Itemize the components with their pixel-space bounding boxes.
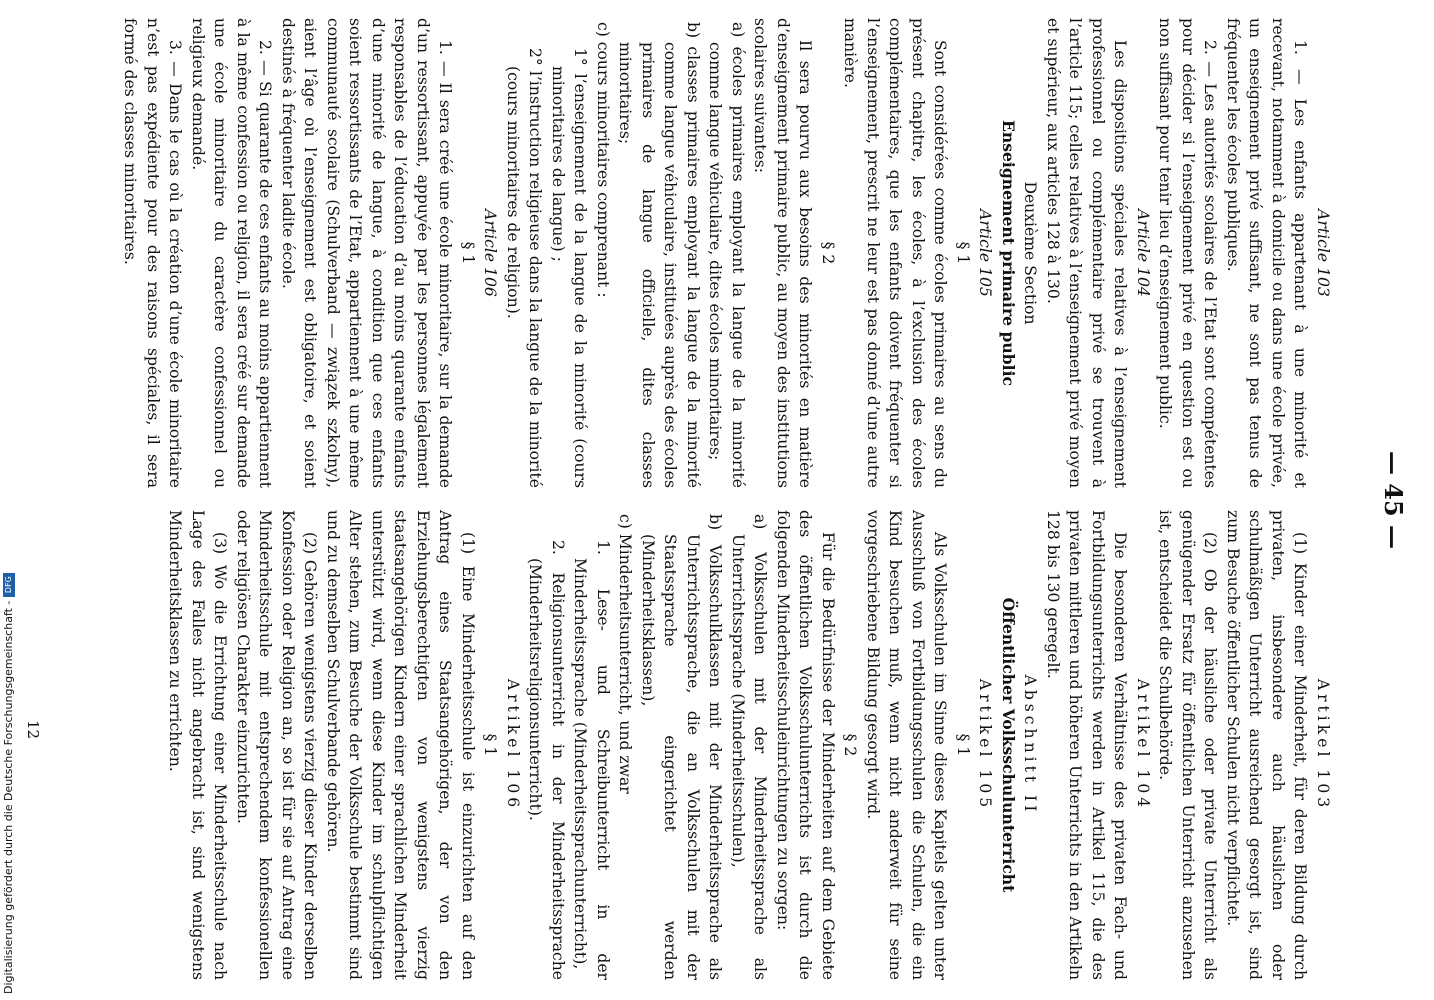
article-103-p1-fr: 1. — Les enfants appartenant à une minorité et recevant, notamment à domicile ou dans une école privée, un enseignement privé suffisant, ne sont pas tenus de fréquenter les écoles publiques. bbox=[1224, 18, 1310, 488]
article-105-b-de: b) Volksschulklassen mit der Minderheitssprache als Unterrichtssprache, die an Volksschulen mit der Staatssprache eingerichtet werden (Minderheitsklassen), bbox=[639, 514, 725, 980]
article-103-p2-de: (2) Ob der häusliche oder private Unterricht als genügender Ersatz für öffentlichen Unterricht anzusehen ist, entscheidet die Schulbehörde. bbox=[1156, 510, 1220, 980]
article-105-a-de: a) Volksschulen mit der Minderheitssprache als Unterrichtssprache (Minderheitsschulen), bbox=[729, 514, 770, 980]
article-106-p3-fr: 3. — Dans le cas où la création d’une école minoritaire n’est pas expédiente pour des raisons spéciales, il sera formé des classes minoritaires. bbox=[121, 18, 185, 488]
article-104-heading-de: Artikel 104 bbox=[1134, 678, 1152, 812]
article-105-p1-de: Als Volksschulen im Sinne dieses Kapitels gelten unter Ausschluß von Fortbildungsschulen die Schulen, die ein Kind besuchen muß, wenn nicht anderweit für seine vorgeschriebene Bildung gesorgt wird. bbox=[864, 510, 950, 980]
article-106-p1-de: (1) Eine Minderheitsschule ist einzurichten auf den Antrag eines Staatsangehörigen, der von den Erziehungsberechtigten von wenigstens vierzig staatsangehörigen Kindern einer sprachlichen Minderheit unterstützt wird, wenn diese Kinder im schulpflichtigen Alter stehen, zum Besuche der Volksschule bestimmt sind und zu demselben Schulverbande gehören. bbox=[324, 510, 477, 980]
article-104-heading-fr: Article 104 bbox=[1134, 209, 1152, 297]
article-105-s1-fr: § 1 bbox=[954, 241, 972, 265]
french-column bbox=[119, 18, 1334, 488]
article-103-heading-fr: Article 103 bbox=[1314, 209, 1332, 297]
article-106-s1-de: § 1 bbox=[481, 733, 500, 757]
article-105-s2-fr: § 2 bbox=[819, 241, 837, 265]
article-103-heading-de: Artikel 103 bbox=[1314, 678, 1332, 812]
article-105-c2-de: 2. Religionsunterricht in der Minderheitssprache (Minderheitsreligionsunterricht). bbox=[526, 540, 567, 980]
article-105-c1-fr: 1° l’enseignement de la langue de la minorité (cours minoritaires de langue) ; bbox=[549, 48, 590, 488]
article-105-c1-de: 1. Lese- und Schreibunterricht in der Minderheitssprache (Minderheitssprachunterricht), bbox=[571, 540, 612, 980]
section-subtitle-de: Öffentlicher Volksschulunterricht bbox=[999, 597, 1018, 893]
digitization-credit bbox=[2, 564, 20, 994]
section-title-fr: Deuxième Section bbox=[1021, 181, 1040, 325]
page-number: — 45 — bbox=[1379, 450, 1408, 550]
footer-page-number: 12 bbox=[24, 720, 42, 740]
article-106-p2-de: (2) Gehören wenigstens vierzig dieser Kinder derselben Konfession oder Religion an, so ist für sie auf Antrag eine Minderheitsschule mit entsprechendem konfessionellen oder religiösen Charakter einzurichten. bbox=[234, 510, 320, 980]
article-105-heading-fr: Article 105 bbox=[976, 209, 995, 297]
article-106-p1-fr: 1. — Il sera créé une école minoritaire, sur la demande d’un ressortissant, appuyée par les personnes légalement responsables de l’éducation d’au moins quarante enfants d’une minorité de langue, à condition que ces enfants soient ressortissants de l’Etat, appartiennent à une même communauté scolaire (Schulverband — związek szkolny), aient l’âge où l’enseignement est obligatoire, et soient destinés à fréquenter ladite école. bbox=[279, 18, 455, 488]
article-105-heading-de: Artikel 105 bbox=[976, 678, 995, 812]
article-105-s2-de: § 2 bbox=[841, 733, 860, 757]
dfg-logo-icon: DFG bbox=[3, 573, 15, 597]
section-title-de: Abschnitt II bbox=[1021, 674, 1040, 816]
article-105-b-fr: b) classes primaires employant la langue de la minorité comme langue véhiculaire, instituées auprès des écoles primaires de langue officielle, dites classes minoritaires; bbox=[616, 22, 702, 488]
article-105-c2-fr: 2° l’instruction religieuse dans la langue de la minorité (cours minoritaires de religion). bbox=[504, 48, 545, 488]
article-105-c-de: c) Minderheitsunterricht, und zwar bbox=[616, 514, 635, 794]
section-subtitle-fr: Enseignement primaire public bbox=[999, 119, 1018, 387]
article-105-c-fr: c) cours minoritaires comprenant : bbox=[594, 22, 612, 298]
article-105-p2-de: Für die Bedürfnisse der Minderheiten auf dem Gebiete des öffentlichen Volksschulunterrichts ist durch die folgenden Minderheitsschuleinrichtungen zu sorgen: bbox=[774, 510, 837, 980]
article-104-p1-fr: Les dispositions spéciales relatives à l’enseignement professionnel ou complémentaire privé se trouvent à l’article 115; celles relatives à l’enseignement privé moyen et supérieur, aux articles 128 à 130. bbox=[1044, 18, 1130, 488]
credit-text: Digitalisierung gefördert durch die Deutsche Forschungsgemeinschaft - bbox=[2, 600, 15, 994]
german-column bbox=[164, 510, 1334, 980]
article-106-s1-fr: § 1 bbox=[459, 241, 477, 265]
article-106-p2-fr: 2. — Si quarante de ces enfants au moins appartiennent à la même confession ou religion, il sera créé sur demande une école minoritaire du caractère confessionnel ou religieux demandé. bbox=[189, 18, 275, 488]
article-106-heading-fr: Article 106 bbox=[481, 209, 500, 297]
article-105-a-fr: a) écoles primaires employant la langue de la minorité comme langue véhiculaire, dites écoles minoritaires; bbox=[706, 22, 747, 488]
article-105-p2-fr: Il sera pourvu aux besoins des minorités en matière d’enseignement primaire public, au moyen des institutions scolaires suivantes: bbox=[751, 18, 815, 488]
article-106-heading-de: Artikel 106 bbox=[504, 678, 522, 812]
article-105-s1-de: § 1 bbox=[954, 733, 972, 757]
article-103-p2-fr: 2. — Les autorités scolaires de l’Etat sont compétentes pour décider si l’enseignement privé en question est ou non suffisant pour tenir lieu d’enseignement public. bbox=[1156, 18, 1220, 488]
article-104-p1-de: Die besonderen Verhältnisse des privaten Fach- und Fortbildungsunterrichts werden in Artikel 115, die des privaten mittleren und höheren Unterrichts in den Artikeln 128 bis 130 geregelt. bbox=[1044, 510, 1130, 980]
article-105-p1-fr: Sont considérées comme écoles primaires au sens du présent chapitre, les écoles, à l’exclusion des écoles complémentaires, que les enfants doivent fréquenter si l’enseignement, prescrit ne leur est pas donné d’une autre manière. bbox=[841, 18, 950, 488]
article-103-p1-de: (1) Kinder einer Minderheit, für deren Bildung durch privaten, insbesondere auch häuslichen oder schulmäßigen Unterricht ausreichend gesorgt ist, sind zum Besuche öffentlicher Schulen nicht verpflichtet. bbox=[1224, 510, 1310, 980]
article-106-p3-de: (3) Wo die Errichtung einer Minderheitsschule nach Lage des Falles nicht angebracht ist, sind wenigstens Minderheitsklassen zu errichten. bbox=[166, 510, 230, 980]
